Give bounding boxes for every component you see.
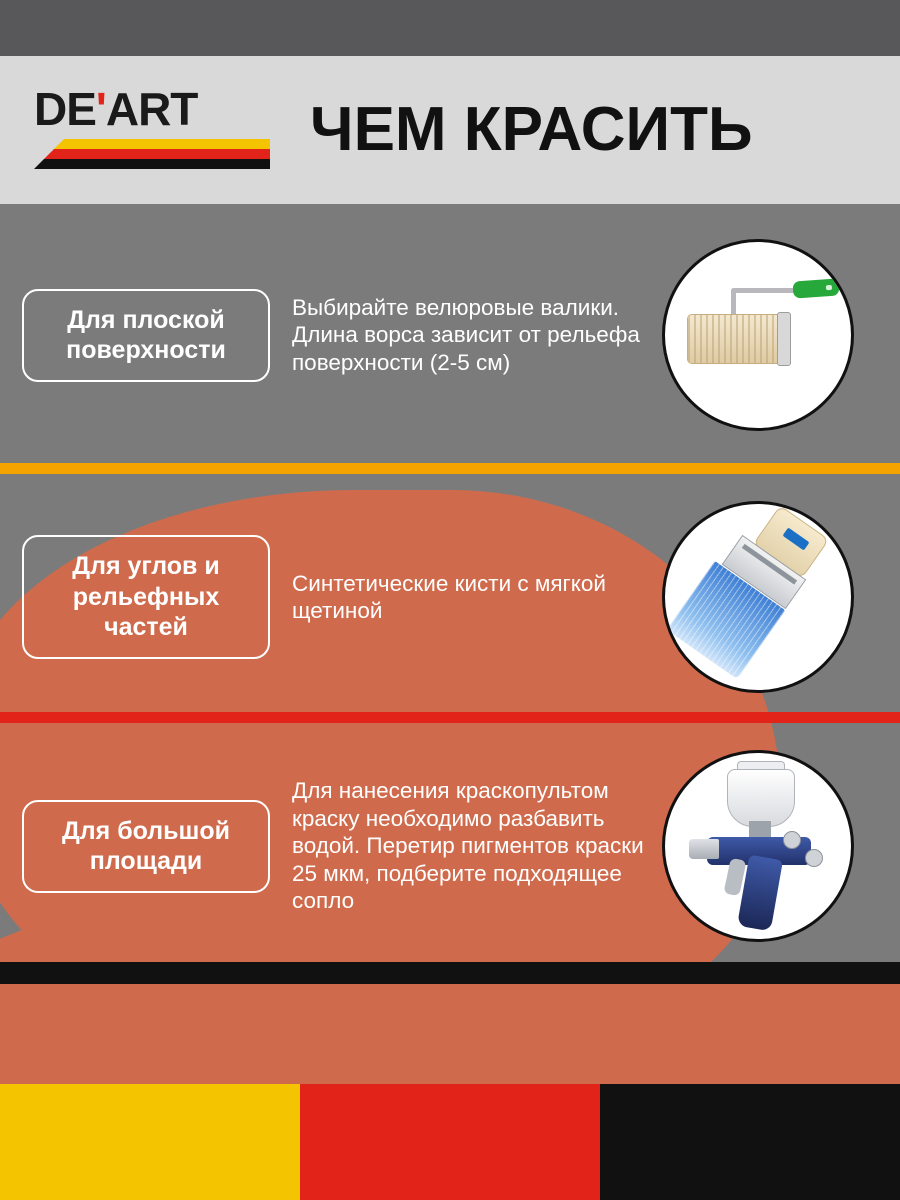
- brand-logo-text: DE'ART: [34, 82, 198, 135]
- footer-flag-segment-red: [300, 1084, 600, 1200]
- bottom-paint-fill: [0, 984, 900, 1084]
- roller-handle-icon: [792, 278, 839, 298]
- content-row-flat-surface: [0, 212, 900, 458]
- content-row-corners: [0, 474, 900, 720]
- brand-logo-flag-icon: [34, 139, 270, 169]
- description-large-area: Для нанесения краскопультом краску необходимо разбавить водой. Перетир пигментов краски 25 мкм, подберите подходящее сопло: [292, 778, 644, 914]
- pill-label-corners: Для углов и рельефных частей: [22, 535, 270, 659]
- spray-gun-photo: [662, 750, 854, 942]
- footer-flag-segment-yellow: [0, 1084, 300, 1200]
- paint-brush-photo: [662, 501, 854, 693]
- paint-roller-photo: [662, 239, 854, 431]
- pill-label-flat-surface: Для плоской поверхности: [22, 289, 270, 382]
- description-flat-surface: Выбирайте велюровые валики. Длина ворса зависит от рельефа поверхности (2-5 см): [292, 294, 640, 375]
- spray-gun-nozzle-icon: [689, 839, 719, 859]
- pill-label-large-area: Для большой площади: [22, 800, 270, 893]
- spray-gun-cup-icon: [727, 769, 795, 827]
- divider-orange: [0, 463, 900, 474]
- spray-gun-knob-secondary-icon: [805, 849, 823, 867]
- spray-gun-knob-icon: [783, 831, 801, 849]
- roller-cap-icon: [777, 312, 791, 366]
- header: [0, 56, 900, 204]
- top-strip: [0, 0, 900, 56]
- brand-logo: [34, 82, 270, 169]
- roller-sleeve-icon: [687, 314, 785, 364]
- footer-flag: [0, 1084, 900, 1200]
- content-row-large-area: [0, 723, 900, 969]
- description-corners: Синтетические кисти с мягкой щетиной: [292, 570, 606, 623]
- page-title: ЧЕМ КРАСИТЬ: [310, 95, 753, 164]
- footer-flag-segment-black: [600, 1084, 900, 1200]
